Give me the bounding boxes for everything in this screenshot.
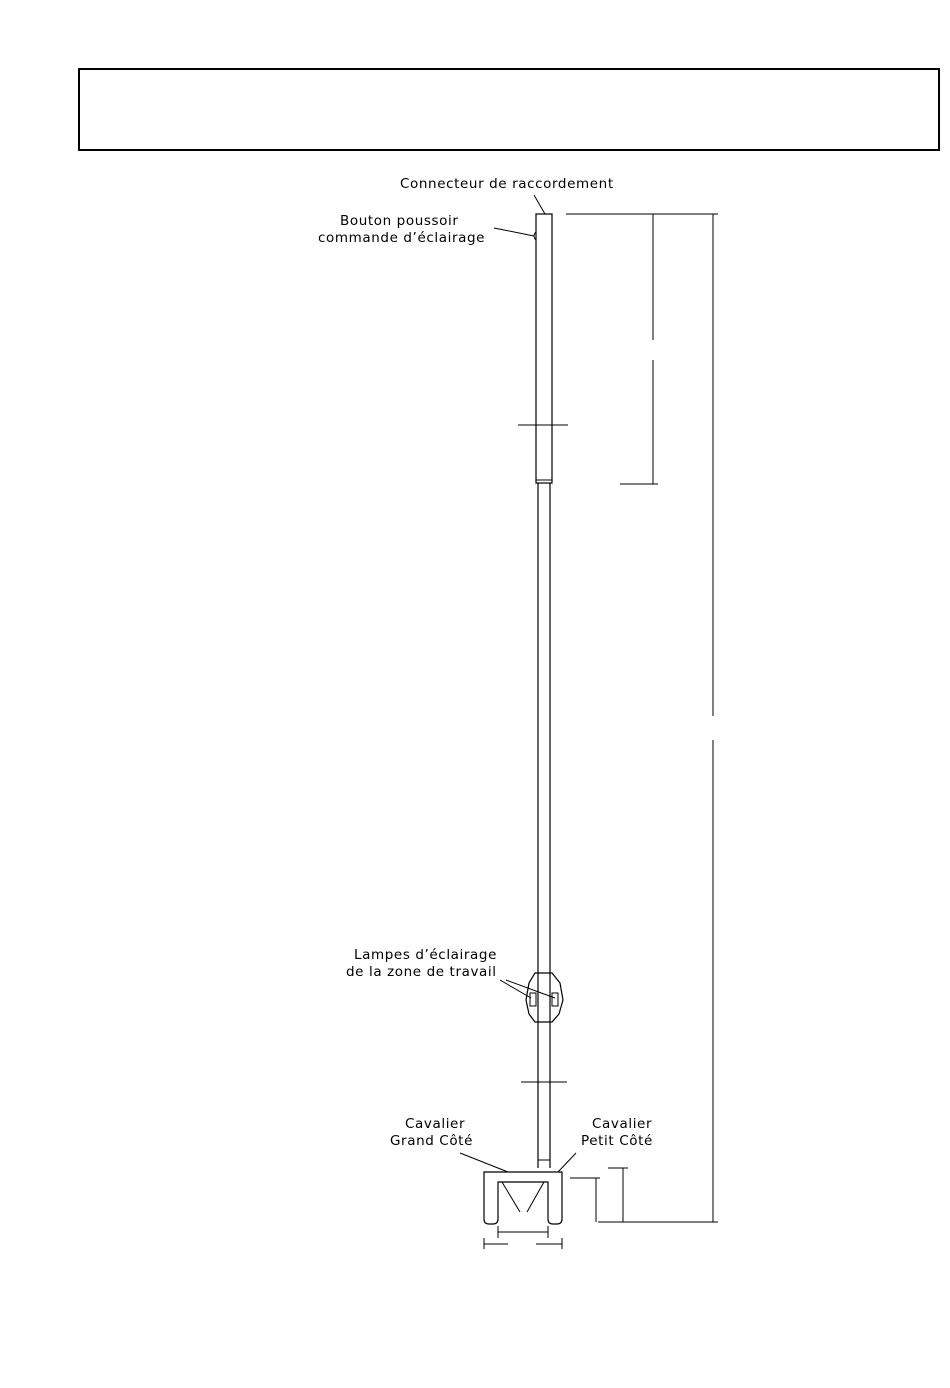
handle-tube [536,214,552,483]
label-rider-large-2: Grand Côté [390,1133,473,1149]
label-lamps-1: Lampes d’éclairage [354,947,498,963]
leader-push-button [494,228,534,236]
label-rider-large-1: Cavalier [405,1116,466,1132]
label-push-button-1: Bouton poussoir [340,213,459,229]
leader-connector [534,195,545,214]
leader-lamp-1 [500,980,531,998]
label-rider-small-2: Petit Côté [581,1133,653,1149]
label-rider-small-1: Cavalier [592,1116,653,1132]
label-connector: Connecteur de raccordement [400,176,614,192]
lamp-housing [526,973,563,1022]
leader-rider-large [460,1153,508,1172]
u-base-rider [484,1172,562,1224]
dimension-base-width [484,1226,562,1249]
shaft-tube [538,483,550,1168]
dimension-base-height [570,1168,628,1222]
label-lamps-2: de la zone de travail [346,964,497,980]
dimension-handle-length [620,214,658,484]
leader-rider-small [558,1153,576,1172]
dimension-overall-length [566,214,718,1222]
label-push-button-2: commande d’éclairage [318,230,486,246]
